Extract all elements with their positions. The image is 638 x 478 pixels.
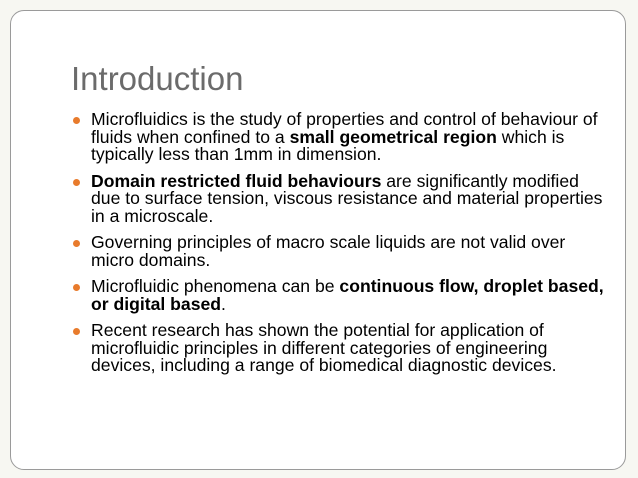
bullet-text: Recent research has shown the potential for application of microfluidic principles in different categories of engineering devices, including a range of biomedical diagnostic devices. (91, 320, 557, 375)
slide-frame (10, 10, 626, 470)
bullet-item (71, 170, 611, 226)
bullet-text: Microfluidic phenomena can be continuous flow, droplet based, or digital based. (91, 276, 604, 314)
slide-title: Introduction (71, 60, 244, 97)
bullet-text: Governing principles of macro scale liquids are not valid over micro domains. (91, 232, 566, 270)
bullet-dot-icon (73, 240, 80, 247)
bullet-text: Domain restricted fluid behaviours are significantly modified due to surface tension, viscous resistance and material properties in a microscale. (91, 170, 603, 226)
bullet-dot-icon (73, 179, 80, 186)
bullet-item (71, 111, 611, 164)
bullet-item (71, 278, 611, 313)
bullet-dot-icon (73, 117, 80, 124)
bullet-dot-icon (73, 284, 80, 291)
bullet-dot-icon (73, 328, 80, 335)
bullet-text: Microfluidics is the study of properties and control of behaviour of fluids when confined to a small geometrical region which is typically less than 1mm in dimension. (91, 109, 598, 164)
bullet-item (71, 234, 611, 269)
bullet-list (71, 111, 611, 384)
bullet-item (71, 322, 611, 375)
